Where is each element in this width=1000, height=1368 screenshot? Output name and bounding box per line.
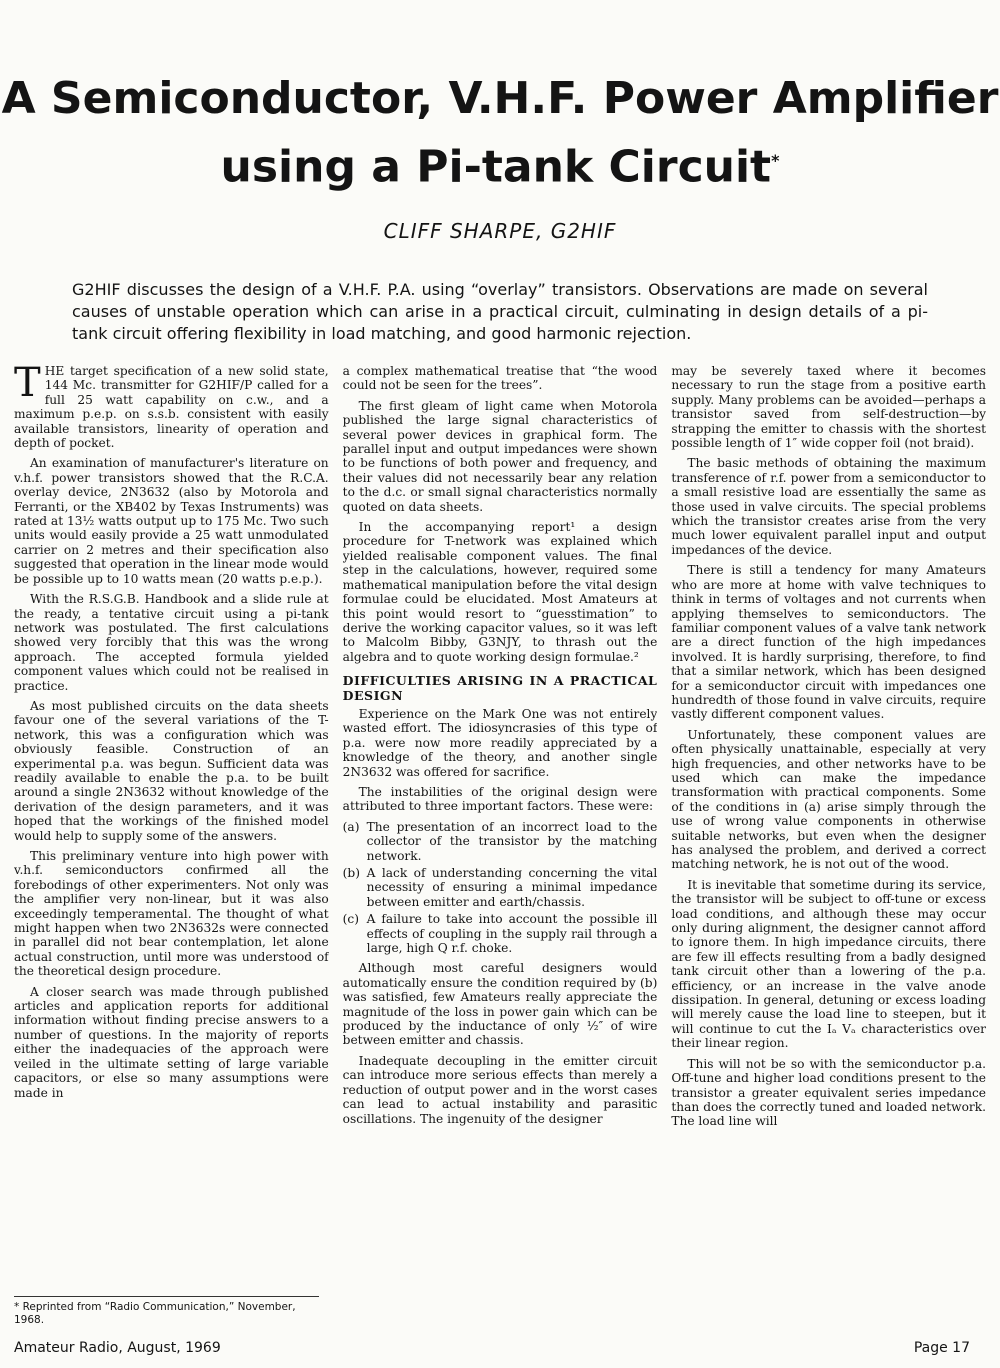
paragraph: In the accompanying report¹ a design procedure for T-network was explained which yielded realisable component values. The final step in the calculations, however, required some mathematical manipulation before the vital design formulae could be elucidated. Most Amateurs at this point would resort to “guesstimation” to derive the working capacitor values, so it was left to Malcolm Bibby, G3NJY, to thrash out the algebra and to quote working design formulae.² (342, 520, 658, 664)
standfirst: G2HIF discusses the design of a V.H.F. P.A. using “overlay” transistors. Observations are made on several causes of unstable operation which can arise in a practical circuit, culminating in design details of a pi-tank circuit offering flexibility in load matching, and good harmonic rejection. (72, 279, 928, 343)
paragraph: The basic methods of obtaining the maximum transference of r.f. power from a semiconductor to a small resistive load are essentially the same as those used in valve circuits. The special problems which the transistor creates arise from the very much lower equivalent parallel input and output impedances of the device. (671, 456, 987, 557)
list-text: A failure to take into account the possible ill effects of coupling in the supply rail through a large, high Q r.f. choke. (366, 912, 658, 956)
paragraph-text: HE target specification of a new solid state, 144 Mc. transmitter for G2HIF/P called for a full 25 watt capability on c.w., and a maximum p.e.p. on s.s.b. consistent with easily available transistors, linearity of operation and depth of pocket. (14, 364, 329, 451)
drop-cap: T (14, 364, 41, 406)
list-item (343, 820, 658, 863)
footnote: * Reprinted from “Radio Communication,” November, 1968. (14, 1296, 319, 1327)
paragraph: Inadequate decoupling in the emitter circuit can introduce more serious effects than merely a reduction of output power and in the worst cases can lead to actual instability and parasitic oscillations. The ingenuity of the designer (342, 1053, 658, 1126)
column-1 (14, 364, 329, 1344)
paragraph: An examination of manufacturer's literature on v.h.f. power transistors showed that the R.C.A. overlay device, 2N3632 (also by Motorola and Ferranti, or the XB402 by Texas Instruments) was rated at 13½ watts output up to 175 Mc. Two such units would easily provide a 25 watt unmodulated carrier on 2 metres and their specification also suggested that operation in the linear mode would be possible up to 10 watts mean (20 watts p.e.p.). (14, 456, 329, 586)
paragraph: may be severely taxed where it becomes necessary to run the stage from a positive earth supply. Many problems can be avoided—perhaps a transistor saved from self-destruction—by strapping the emitter to chassis with the shortest possible length of 1″ wide copper foil (not braid). (671, 364, 987, 451)
author-byline: CLIFF SHARPE, G2HIF (383, 218, 617, 243)
paragraph: It is inevitable that sometime during its service, the transistor will be subject to off-tune or excess load conditions, and although these may occur only during alignment, the designer cannot afford to ignore them. In high impedance circuits, there are few ill effects resulting from a badly designed tank circuit other than a lowering of the p.a. efficiency, or an increase in the valve anode dissipation. In general, detuning or excess loading will merely cause the load line to steepen, but it will continue to cut the Iₐ Vₐ characteristics over their linear region. (671, 877, 987, 1051)
paragraph: The instabilities of the original design were attributed to three important factors. These were: (342, 784, 658, 814)
list-label: (c) (342, 912, 360, 927)
title-line-2: using a Pi-tank Circuit (220, 141, 772, 193)
section-heading: DIFFICULTIES ARISING IN A PRACTICAL DESIGN (342, 673, 658, 703)
page-footer (14, 1340, 970, 1356)
article-title (0, 0, 1000, 199)
paragraph: The first gleam of light came when Motorola published the large signal characteristics of several power devices in graphical form. The parallel input and output impedances were shown to be functions of both power and frequency, and their values did not necessarily bear any relation to the d.c. or small signal characteristics normally quoted on data sheets. (342, 398, 658, 514)
paragraph: As most published circuits on the data sheets favour one of the several variations of the T-network, this was a configuration which was obviously feasible. Construction of an experimental p.a. was begun. Sufficient data was readily available to enable the p.a. to be built around a single 2N3632 without knowledge of the derivation of the design parameters, and it was hoped that the workings of the finished model would help to supply some of the answers. (14, 698, 329, 843)
paragraph: a complex mathematical treatise that “the wood could not be seen for the trees”. (342, 364, 658, 393)
paragraph: A closer search was made through published articles and application reports for additional information without finding precise answers to a number of questions. In the majority of reports either the inadequacies of the approach were veiled in the ultimate setting of large variable capacitors, or else so many assumptions were made in (14, 984, 329, 1100)
paragraph: There is still a tendency for many Amateurs who are more at home with valve techniques to think in terms of voltages and not currents when applying themselves to semiconductors. The familiar component values of a valve tank network are a direct function of the high impedances involved. It is hardly surprising, therefore, to find that a similar network, which has been designed for a semiconductor circuit with impedances one hundredth of those found in valve circuits, require vastly different component values. (671, 563, 987, 722)
paragraph: This preliminary venture into high power with v.h.f. semiconductors confirmed all the forebodings of other experimenters. Not only was the amplifier very non-linear, but it was also exceedingly temperamental. The thought of what might happen when two 2N3632s were connected in parallel did not bear contemplation, let alone actual construction, until more was understood of the theoretical design procedure. (14, 849, 329, 979)
paragraph (14, 364, 329, 450)
page-number: Page 17 (913, 1340, 970, 1356)
footer-publication: Amateur Radio, August, 1969 (14, 1340, 221, 1356)
body-columns (14, 364, 986, 1344)
title-line-1: A Semiconductor, V.H.F. Power Amplifier (1, 73, 999, 124)
paragraph: With the R.S.G.B. Handbook and a slide rule at the ready, a tentative circuit using a pi-tank network was postulated. The first calculations showed very forcibly that this was the wrong approach. The accepted formula yielded component values which could not be realised in practice. (14, 592, 329, 693)
title-footnote-mark: * (771, 151, 780, 170)
column-3 (671, 364, 986, 1344)
paragraph: This will not be so with the semiconductor p.a. Off-tune and higher load conditions present to the transistor a greater equivalent series impedance than does the correctly tuned and loaded network. The load line will (671, 1056, 987, 1129)
list-item (343, 866, 658, 909)
column-2 (343, 364, 658, 1344)
paragraph: Although most careful designers would automatically ensure the condition required by (b) was satisfied, few Amateurs really appreciate the magnitude of the loss in power gain which can be produced by the inductance of only ½″ of wire between emitter and chassis. (342, 961, 658, 1048)
list-text: A lack of understanding concerning the vital necessity of ensuring a minimal impedance between emitter and earth/chassis. (366, 866, 658, 909)
factor-list (343, 820, 658, 956)
list-item (343, 912, 658, 955)
paragraph: Unfortunately, these component values are often physically unattainable, especially at very high frequencies, and other networks have to be used which can make the impedance transformation with practical components. Some of the conditions in (a) arise simply through the use of wrong value components in otherwise suitable networks, but even when the designer has analysed the problem, and derived a correct matching network, he is not out of the wood. (671, 727, 987, 872)
list-label: (a) (342, 819, 360, 834)
list-text: The presentation of an incorrect load to the collector of the transistor by the matching network. (366, 819, 658, 863)
list-label: (b) (342, 866, 360, 880)
paragraph: Experience on the Mark One was not entirely wasted effort. The idiosyncrasies of this type of p.a. were now more readily appreciated by a knowledge of the theory, and another single 2N3632 was offered for sacrifice. (342, 706, 658, 779)
